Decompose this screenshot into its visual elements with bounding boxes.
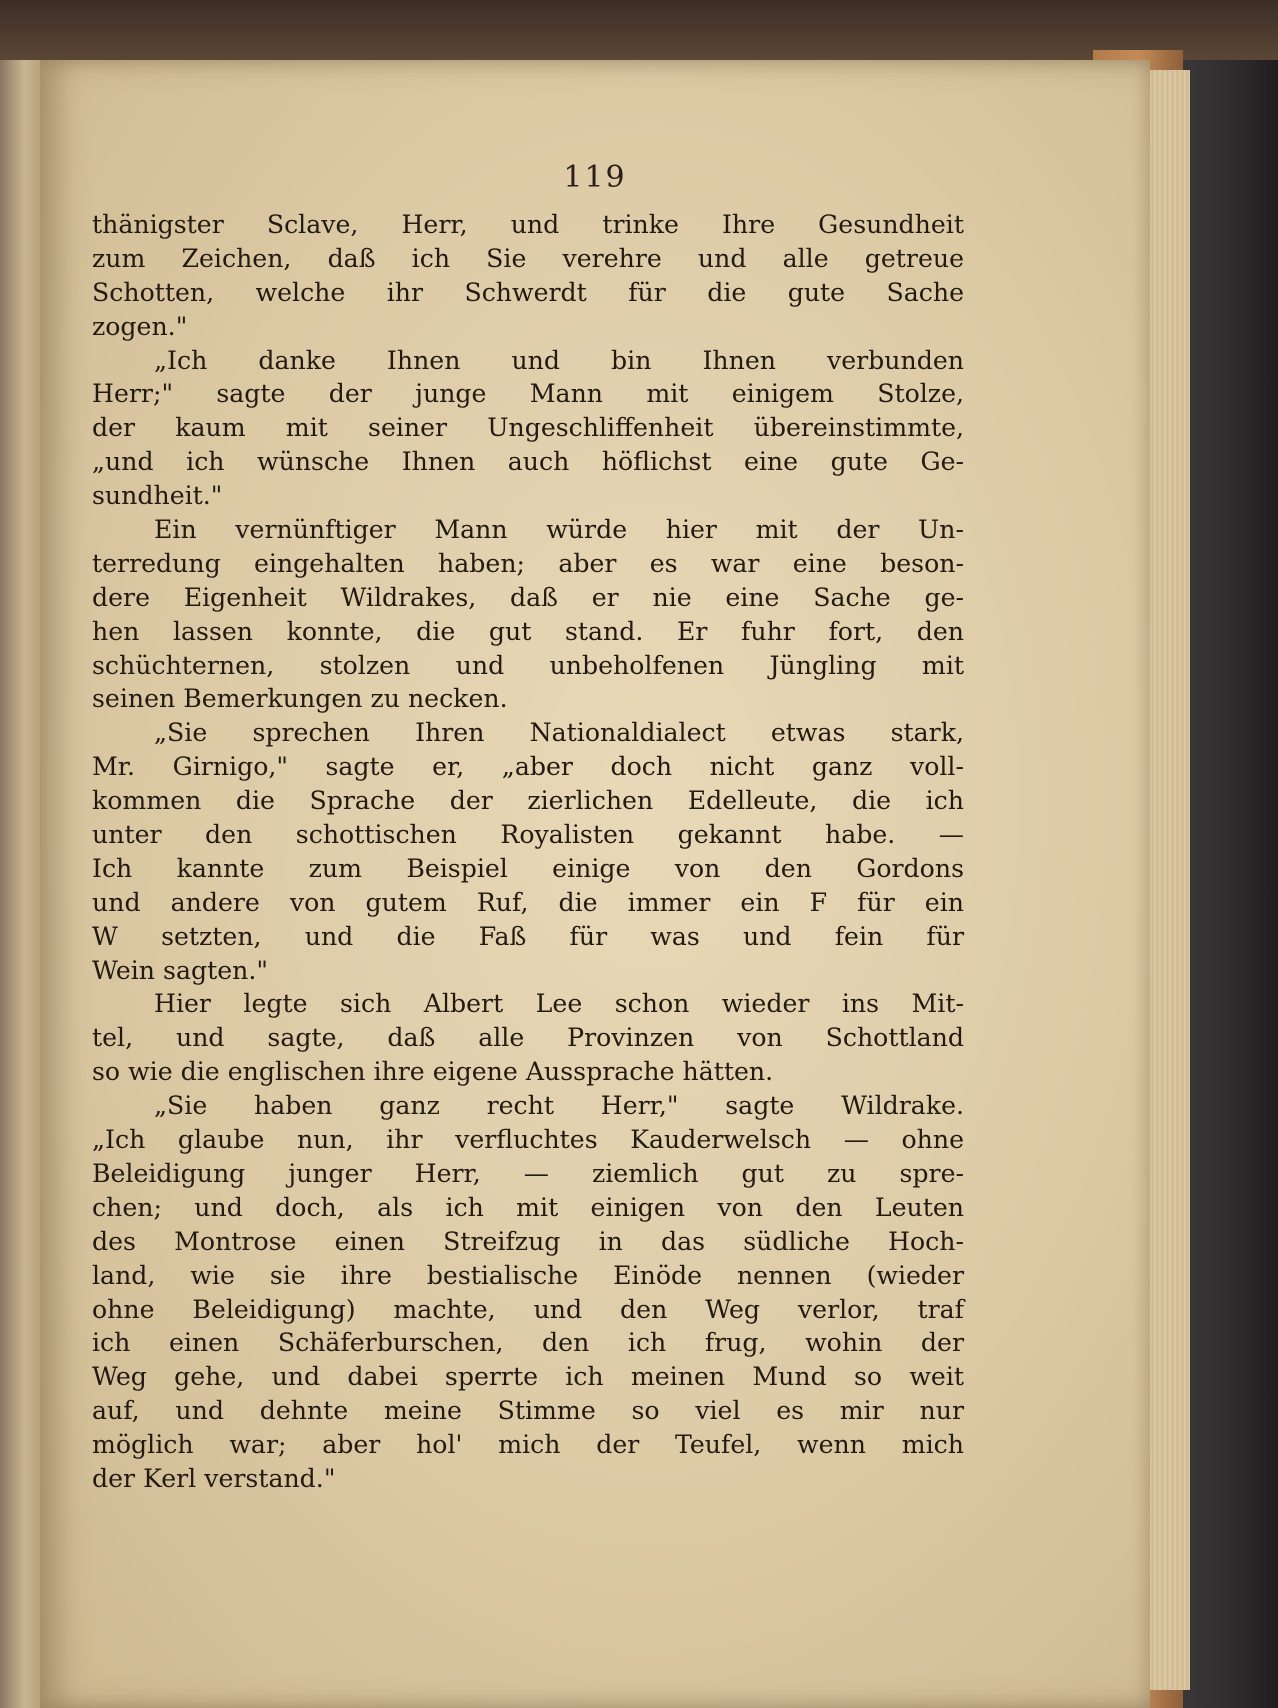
- text-line: möglich war; aber hol' mich der Teufel, wenn mich: [92, 1430, 964, 1460]
- page-number: 119: [563, 160, 627, 195]
- text-line: Hier legte sich Albert Lee schon wieder ins Mit-: [154, 989, 964, 1019]
- text-line: tel, und sagte, daß alle Provinzen von Schottland: [92, 1023, 964, 1053]
- text-line: land, wie sie ihre bestialische Einöde nennen (wieder: [92, 1260, 964, 1290]
- text-line: zogen.": [92, 311, 188, 341]
- text-line: Beleidigung junger Herr, — ziemlich gut zu spre-: [92, 1158, 964, 1188]
- text-line: ohne Beleidigung) machte, und den Weg verlor, traf: [92, 1294, 964, 1324]
- text-line: Schotten, welche ihr Schwerdt für die gute Sache: [92, 277, 964, 307]
- text-line: W setzten, und die Faß für was und fein für: [92, 921, 964, 951]
- text-line: ich einen Schäferburschen, den ich frug, wohin der: [92, 1328, 964, 1358]
- text-line: zum Zeichen, daß ich Sie verehre und alle getreue: [92, 243, 964, 273]
- text-line: chen; und doch, als ich mit einigen von den Leuten: [92, 1192, 964, 1222]
- text-line: „Ich danke Ihnen und bin Ihnen verbunden: [154, 345, 964, 375]
- text-line: so wie die englischen ihre eigene Aussprache hätten.: [92, 1057, 774, 1087]
- text-line: Ich kannte zum Beispiel einige von den Gordons: [92, 853, 964, 883]
- body-text: [92, 208, 964, 1496]
- text-line: hen lassen konnte, die gut stand. Er fuhr fort, den: [92, 616, 964, 646]
- text-line: „und ich wünsche Ihnen auch höflichst eine gute Ge-: [92, 447, 964, 477]
- text-line: thänigster Sclave, Herr, und trinke Ihre Gesundheit: [92, 210, 964, 239]
- text-line: und andere von gutem Ruf, die immer ein F für ein: [92, 887, 964, 917]
- text-line: seinen Bemerkungen zu necken.: [92, 684, 508, 714]
- book-page: [40, 60, 1150, 1708]
- text-line: dere Eigenheit Wildrakes, daß er nie eine Sache ge-: [92, 582, 964, 612]
- text-line: der Kerl verstand.": [92, 1463, 336, 1493]
- background-shadow: [0, 0, 1278, 60]
- text-line: „Sie haben ganz recht Herr," sagte Wildrake.: [154, 1091, 964, 1121]
- text-line: Herr;" sagte der junge Mann mit einigem Stolze,: [92, 379, 964, 409]
- text-line: sundheit.": [92, 481, 223, 511]
- left-page-edge: [0, 60, 40, 1708]
- text-line: Weg gehe, und dabei sperrte ich meinen Mund so weit: [92, 1362, 964, 1392]
- text-line: Mr. Girnigo," sagte er, „aber doch nicht ganz voll-: [92, 752, 964, 782]
- text-line: kommen die Sprache der zierlichen Edelleute, die ich: [92, 786, 964, 816]
- text-line: „Sie sprechen Ihren Nationaldialect etwas stark,: [154, 718, 964, 748]
- text-line: auf, und dehnte meine Stimme so viel es mir nur: [92, 1396, 964, 1426]
- text-line: Wein sagten.": [92, 955, 268, 985]
- text-line: schüchternen, stolzen und unbeholfenen Jüngling mit: [92, 650, 964, 680]
- text-line: „Ich glaube nun, ihr verfluchtes Kauderwelsch — ohne: [92, 1125, 964, 1155]
- text-line: unter den schottischen Royalisten gekannt habe. —: [92, 820, 964, 850]
- text-line: Ein vernünftiger Mann würde hier mit der Un-: [154, 515, 964, 545]
- text-line: der kaum mit seiner Ungeschliffenheit übereinstimmte,: [92, 413, 964, 443]
- text-line: terredung eingehalten haben; aber es war eine beson-: [92, 548, 964, 578]
- text-line: des Montrose einen Streifzug in das südliche Hoch-: [92, 1226, 964, 1256]
